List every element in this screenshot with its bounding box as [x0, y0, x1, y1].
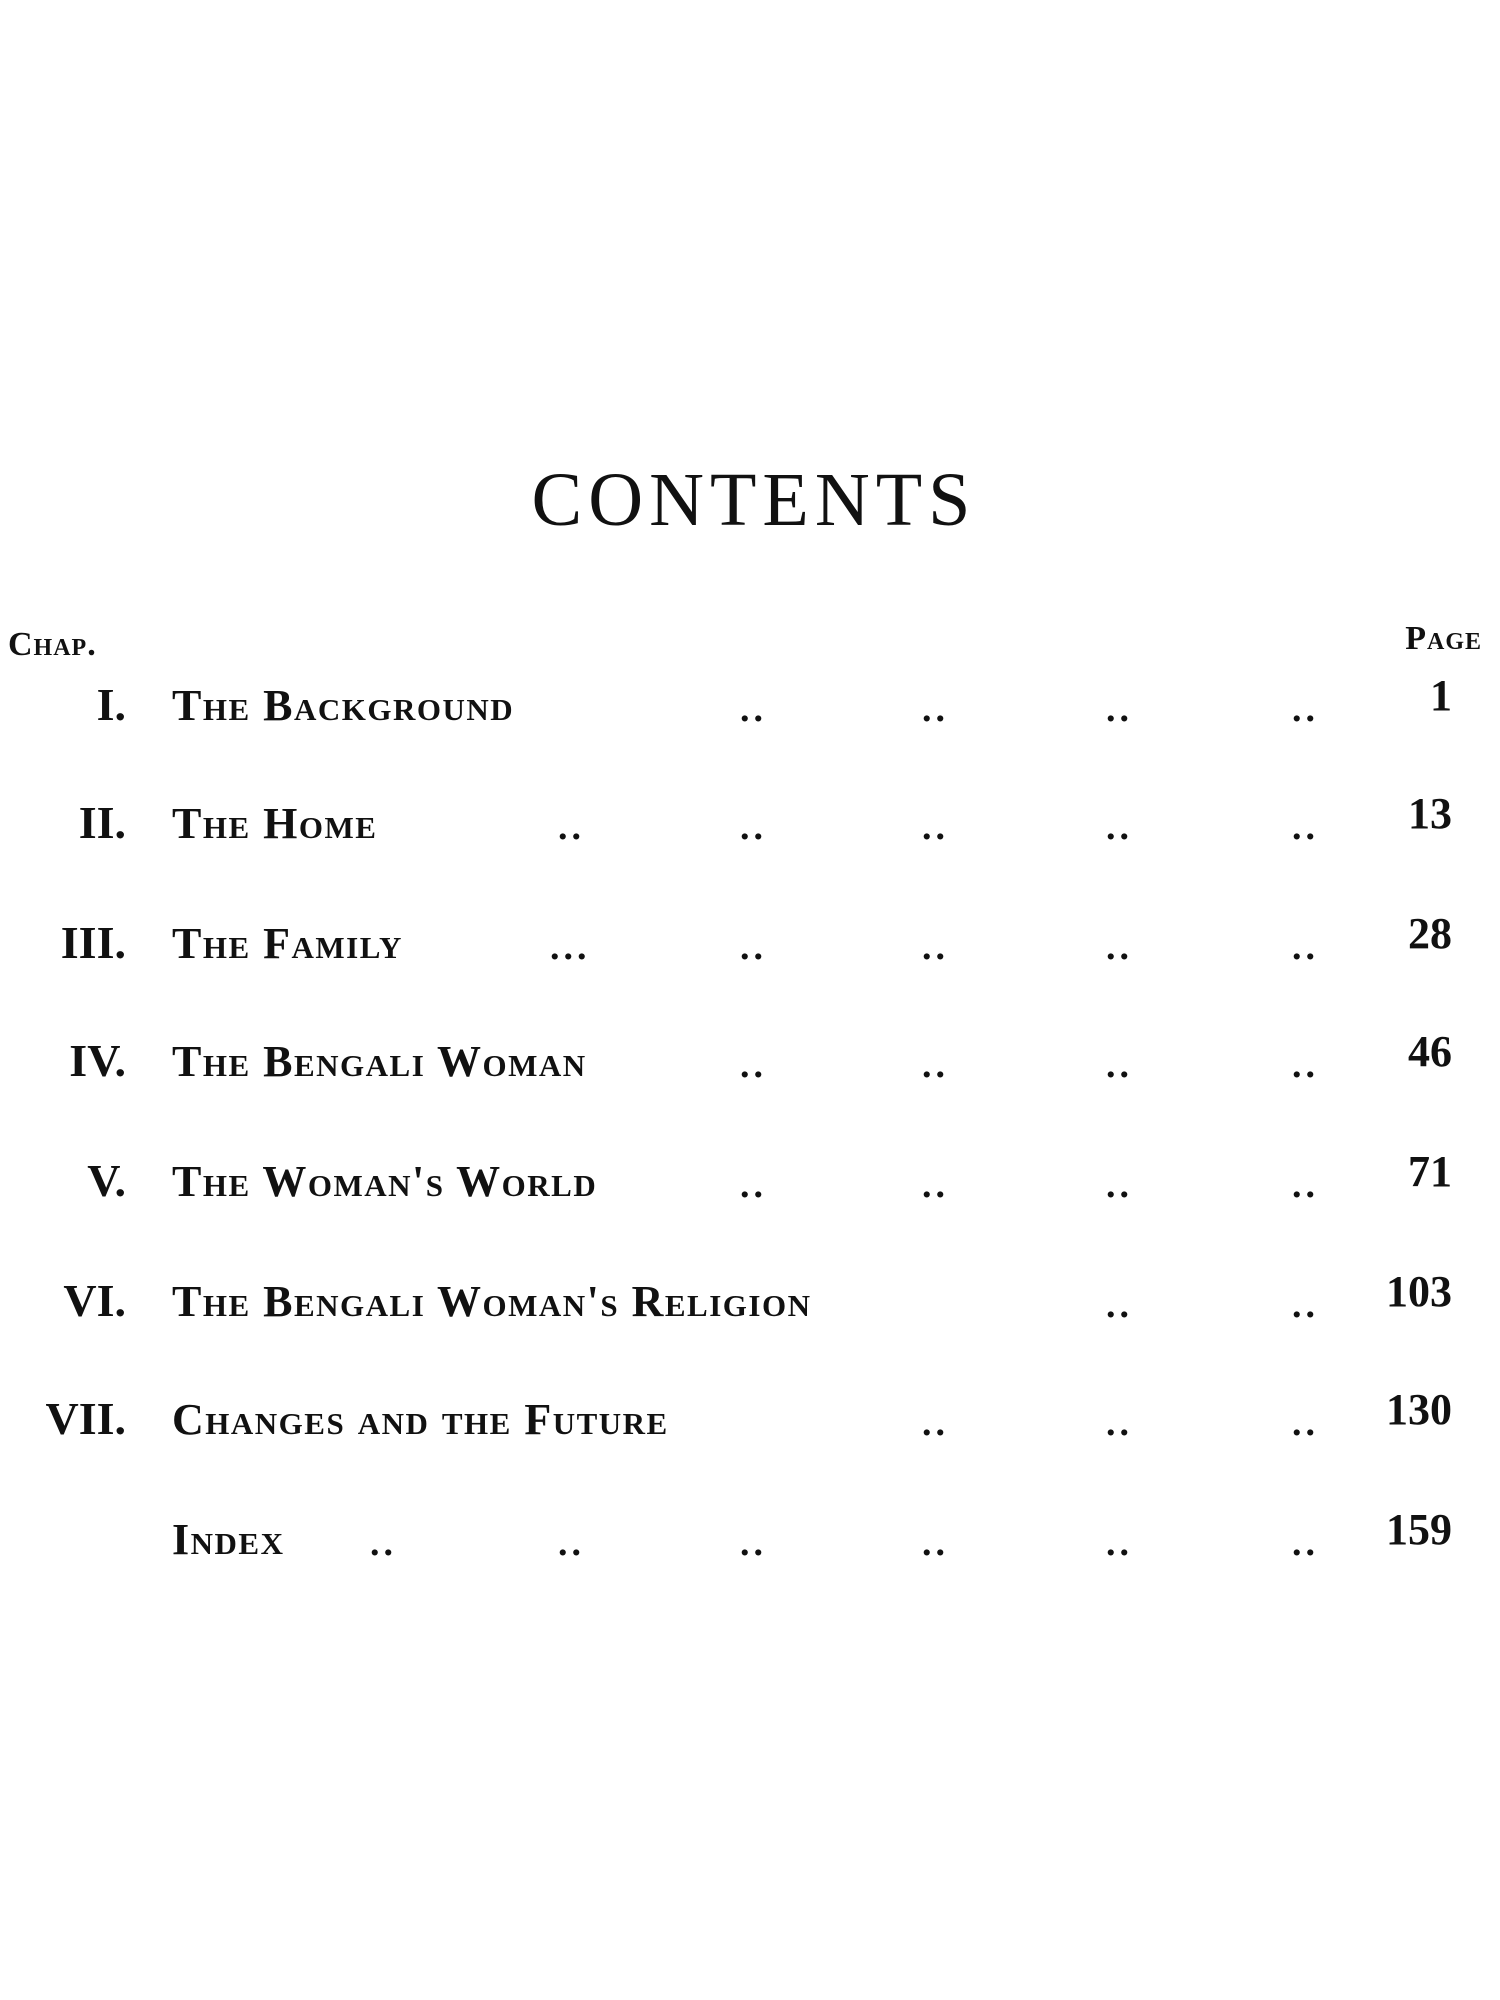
leader-dots: .. [1106, 1522, 1133, 1564]
leader-dots: .. [1106, 1284, 1133, 1326]
leader-dots: .. [1292, 1044, 1319, 1086]
chapter-numeral: IV. [69, 1035, 126, 1086]
leader-dots: .. [922, 1164, 949, 1206]
page-column-header: Page [1405, 620, 1482, 657]
leader-dots: .. [1292, 1522, 1319, 1564]
toc-entry[interactable] [0, 909, 1500, 980]
chap-column-header: Chap. [8, 626, 97, 663]
leader-dots: .. [558, 806, 585, 848]
leader-dots: .. [740, 1522, 767, 1564]
leader-dots: .. [922, 926, 949, 968]
chapter-numeral: III. [60, 917, 126, 968]
leader-dots: .. [1292, 806, 1319, 848]
leader-dots: .. [1292, 1284, 1319, 1326]
chapter-title[interactable]: The Family [172, 919, 403, 968]
page-number: 1 [1430, 671, 1452, 720]
chapter-title[interactable]: The Background [172, 681, 515, 730]
chapter-numeral: II. [78, 797, 126, 848]
chapter-title[interactable]: The Bengali Woman's Religion [172, 1277, 812, 1326]
toc-entry[interactable] [0, 671, 1500, 742]
leader-dots: .. [740, 1044, 767, 1086]
page-number: 13 [1408, 789, 1452, 838]
toc-entry[interactable] [0, 1505, 1500, 1576]
chapter-title[interactable]: The Bengali Woman [172, 1037, 587, 1086]
leader-dots: .. [740, 1164, 767, 1206]
leader-dots: .. [1292, 926, 1319, 968]
leader-dots: ... [550, 926, 591, 968]
leader-dots: .. [1106, 1164, 1133, 1206]
page-number: 71 [1408, 1147, 1452, 1196]
page-number: 28 [1408, 909, 1452, 958]
page-title: CONTENTS [531, 458, 977, 542]
leader-dots: .. [1292, 1402, 1319, 1444]
leader-dots: .. [922, 1522, 949, 1564]
leader-dots: .. [1292, 1164, 1319, 1206]
leader-dots: .. [740, 806, 767, 848]
index-title[interactable]: Index [172, 1515, 285, 1564]
leader-dots: .. [922, 688, 949, 730]
chapter-title[interactable]: The Woman's World [172, 1157, 598, 1206]
chapter-title[interactable]: Changes and the Future [172, 1395, 669, 1444]
toc-entry[interactable] [0, 1147, 1500, 1218]
page-number: 103 [1386, 1267, 1452, 1316]
chapter-title[interactable]: The Home [172, 799, 378, 848]
toc-entry[interactable] [0, 1267, 1500, 1338]
leader-dots: .. [1106, 1402, 1133, 1444]
leader-dots: .. [922, 1402, 949, 1444]
toc-entry[interactable] [0, 789, 1500, 860]
toc-entry[interactable] [0, 1027, 1500, 1098]
leader-dots: .. [740, 688, 767, 730]
chapter-numeral: V. [87, 1155, 126, 1206]
leader-dots: .. [1106, 806, 1133, 848]
leader-dots: .. [922, 806, 949, 848]
page-number: 130 [1386, 1385, 1452, 1434]
leader-dots: .. [558, 1522, 585, 1564]
leader-dots: .. [740, 926, 767, 968]
page-number: 159 [1386, 1505, 1452, 1554]
leader-dots: .. [1106, 688, 1133, 730]
toc-entry[interactable] [0, 1385, 1500, 1456]
chapter-numeral: VII. [45, 1393, 126, 1444]
chapter-numeral: I. [96, 679, 126, 730]
page-number: 46 [1408, 1027, 1452, 1076]
chapter-numeral: VI. [63, 1275, 126, 1326]
leader-dots: .. [922, 1044, 949, 1086]
leader-dots: .. [370, 1522, 397, 1564]
leader-dots: .. [1106, 926, 1133, 968]
leader-dots: .. [1292, 688, 1319, 730]
leader-dots: .. [1106, 1044, 1133, 1086]
